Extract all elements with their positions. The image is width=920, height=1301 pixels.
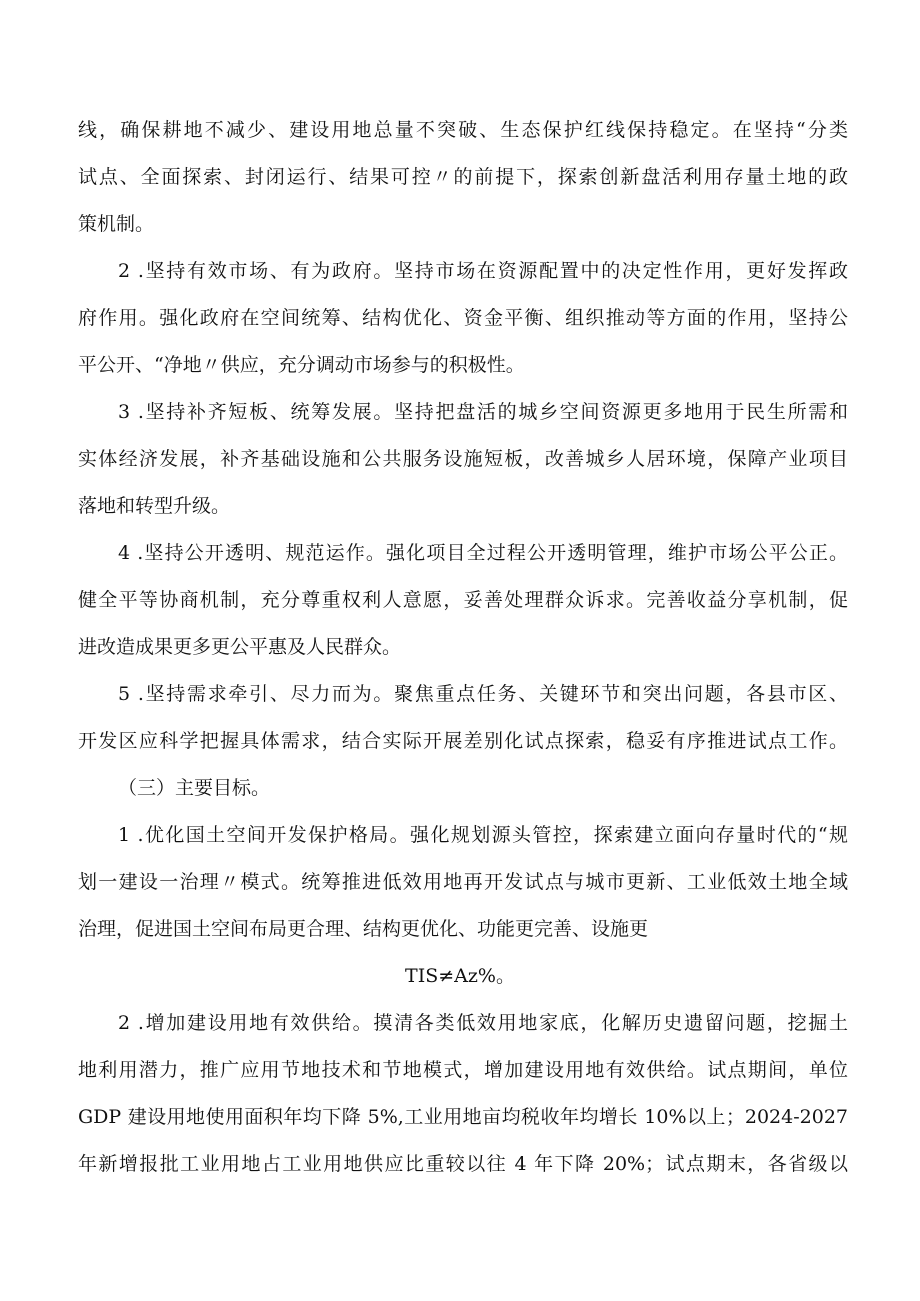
text-line: 平公开、“净地〃供应，充分调动市场参与的积极性。 bbox=[78, 354, 525, 376]
text-line: 划一建设一治理〃模式。统筹推进低效用地再开发试点与城市更新、工业低效土地全域 bbox=[78, 871, 848, 893]
text-line: 3 .坚持补齐短板、统筹发展。坚持把盘活的城乡空间资源更多地用于民生所需和 bbox=[118, 401, 848, 423]
text-line: GDP 建设用地使用面积年均下降 5%,工业用地亩均税收年均增长 10%以上；2024-2027 bbox=[78, 1106, 848, 1128]
text-line: 年新增报批工业用地占工业用地供应比重较以往 4 年下降 20%；试点期末，各省级以 bbox=[78, 1153, 848, 1175]
text-line: 健全平等协商机制，充分尊重权利人意愿，妥善处理群众诉求。完善收益分享机制，促 bbox=[78, 589, 848, 611]
text-line: 4 .坚持公开透明、规范运作。强化项目全过程公开透明管理，维护市场公平公正。 bbox=[118, 542, 848, 564]
text-line: 2 .坚持有效市场、有为政府。坚持市场在资源配置中的决定性作用，更好发挥政 bbox=[118, 260, 848, 282]
text-line: 府作用。强化政府在空间统筹、结构优化、资金平衡、组织推动等方面的作用，坚持公 bbox=[78, 307, 848, 329]
section-heading: （三）主要目标。 bbox=[118, 777, 271, 799]
text-line: 进改造成果更多更公平惠及人民群众。 bbox=[78, 636, 402, 658]
text-line: 试点、全面探索、封闭运行、结果可控〃的前提下，探索创新盘活利用存量土地的政 bbox=[78, 166, 848, 188]
text-line: 2 .增加建设用地有效供给。摸清各类低效用地家底，化解历史遗留问题，挖掘土 bbox=[118, 1012, 848, 1034]
text-line: 策机制。 bbox=[78, 213, 155, 235]
garbled-text-line: TIS≠Az%。 bbox=[405, 965, 515, 987]
text-line: 1 .优化国土空间开发保护格局。强化规划源头管控，探索建立面向存量时代的“规 bbox=[118, 824, 848, 846]
text-line: 开发区应科学把握具体需求，结合实际开展差别化试点探索，稳妥有序推进试点工作。 bbox=[78, 730, 848, 752]
text-line: 治理，促进国土空间布局更合理、结构更优化、功能更完善、设施更 bbox=[78, 918, 649, 940]
text-line: 实体经济发展，补齐基础设施和公共服务设施短板，改善城乡人居环境，保障产业项目 bbox=[78, 448, 848, 470]
text-line: 线，确保耕地不减少、建设用地总量不突破、生态保护红线保持稳定。在坚持“分类 bbox=[78, 119, 848, 141]
text-line: 地利用潜力，推广应用节地技术和节地模式，增加建设用地有效供给。试点期间，单位 bbox=[78, 1059, 848, 1081]
text-line: 5 .坚持需求牵引、尽力而为。聚焦重点任务、关键环节和突出问题，各县市区、 bbox=[118, 683, 848, 705]
text-line: 落地和转型升级。 bbox=[78, 495, 231, 517]
